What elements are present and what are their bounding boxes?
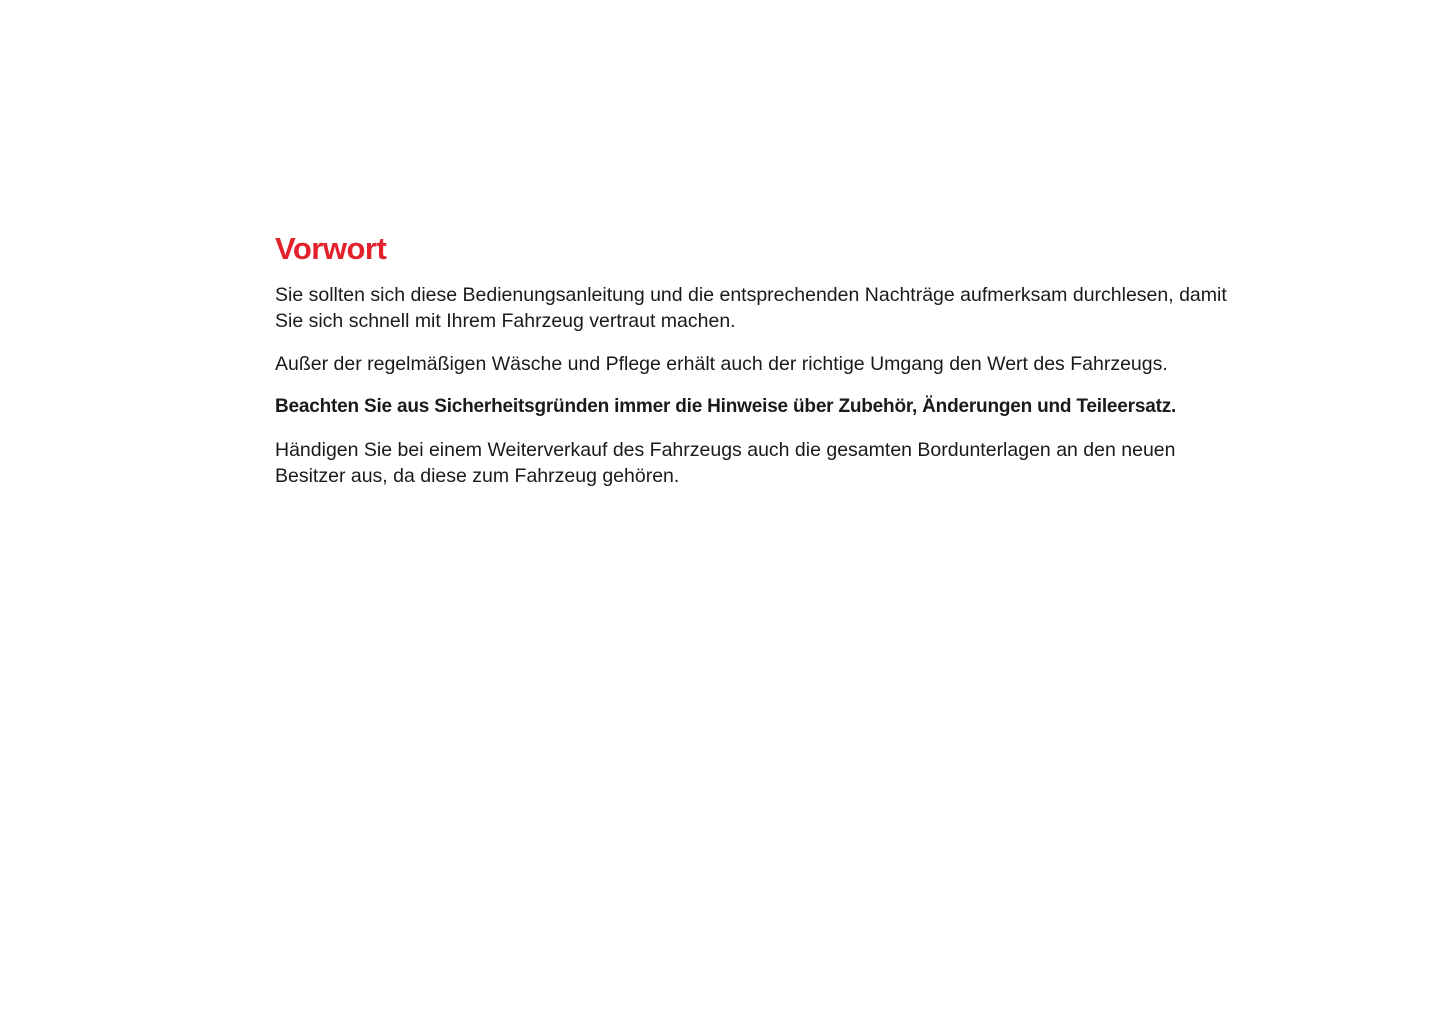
safety-notice: Beachten Sie aus Sicherheitsgründen immer die Hinweise über Zubehör, Änderungen und Teileersatz. <box>275 396 1177 417</box>
foreword-section <box>275 230 1250 506</box>
page-title: Vorwort <box>275 231 387 266</box>
care-paragraph: Außer der regelmäßigen Wäsche und Pflege erhält auch der richtige Umgang den Wert des Fahrzeugs. <box>275 353 1168 375</box>
resale-paragraph: Händigen Sie bei einem Weiterverkauf des Fahrzeugs auch die gesamten Bordunterlagen an den neuen Besitzer aus, da diese zum Fahrzeug gehören. <box>275 439 1176 487</box>
intro-paragraph: Sie sollten sich diese Bedienungsanleitung und die entsprechenden Nachträge aufmerksam durchlesen, damit Sie sich schnell mit Ihrem Fahrzeug vertraut machen. <box>275 284 1227 332</box>
